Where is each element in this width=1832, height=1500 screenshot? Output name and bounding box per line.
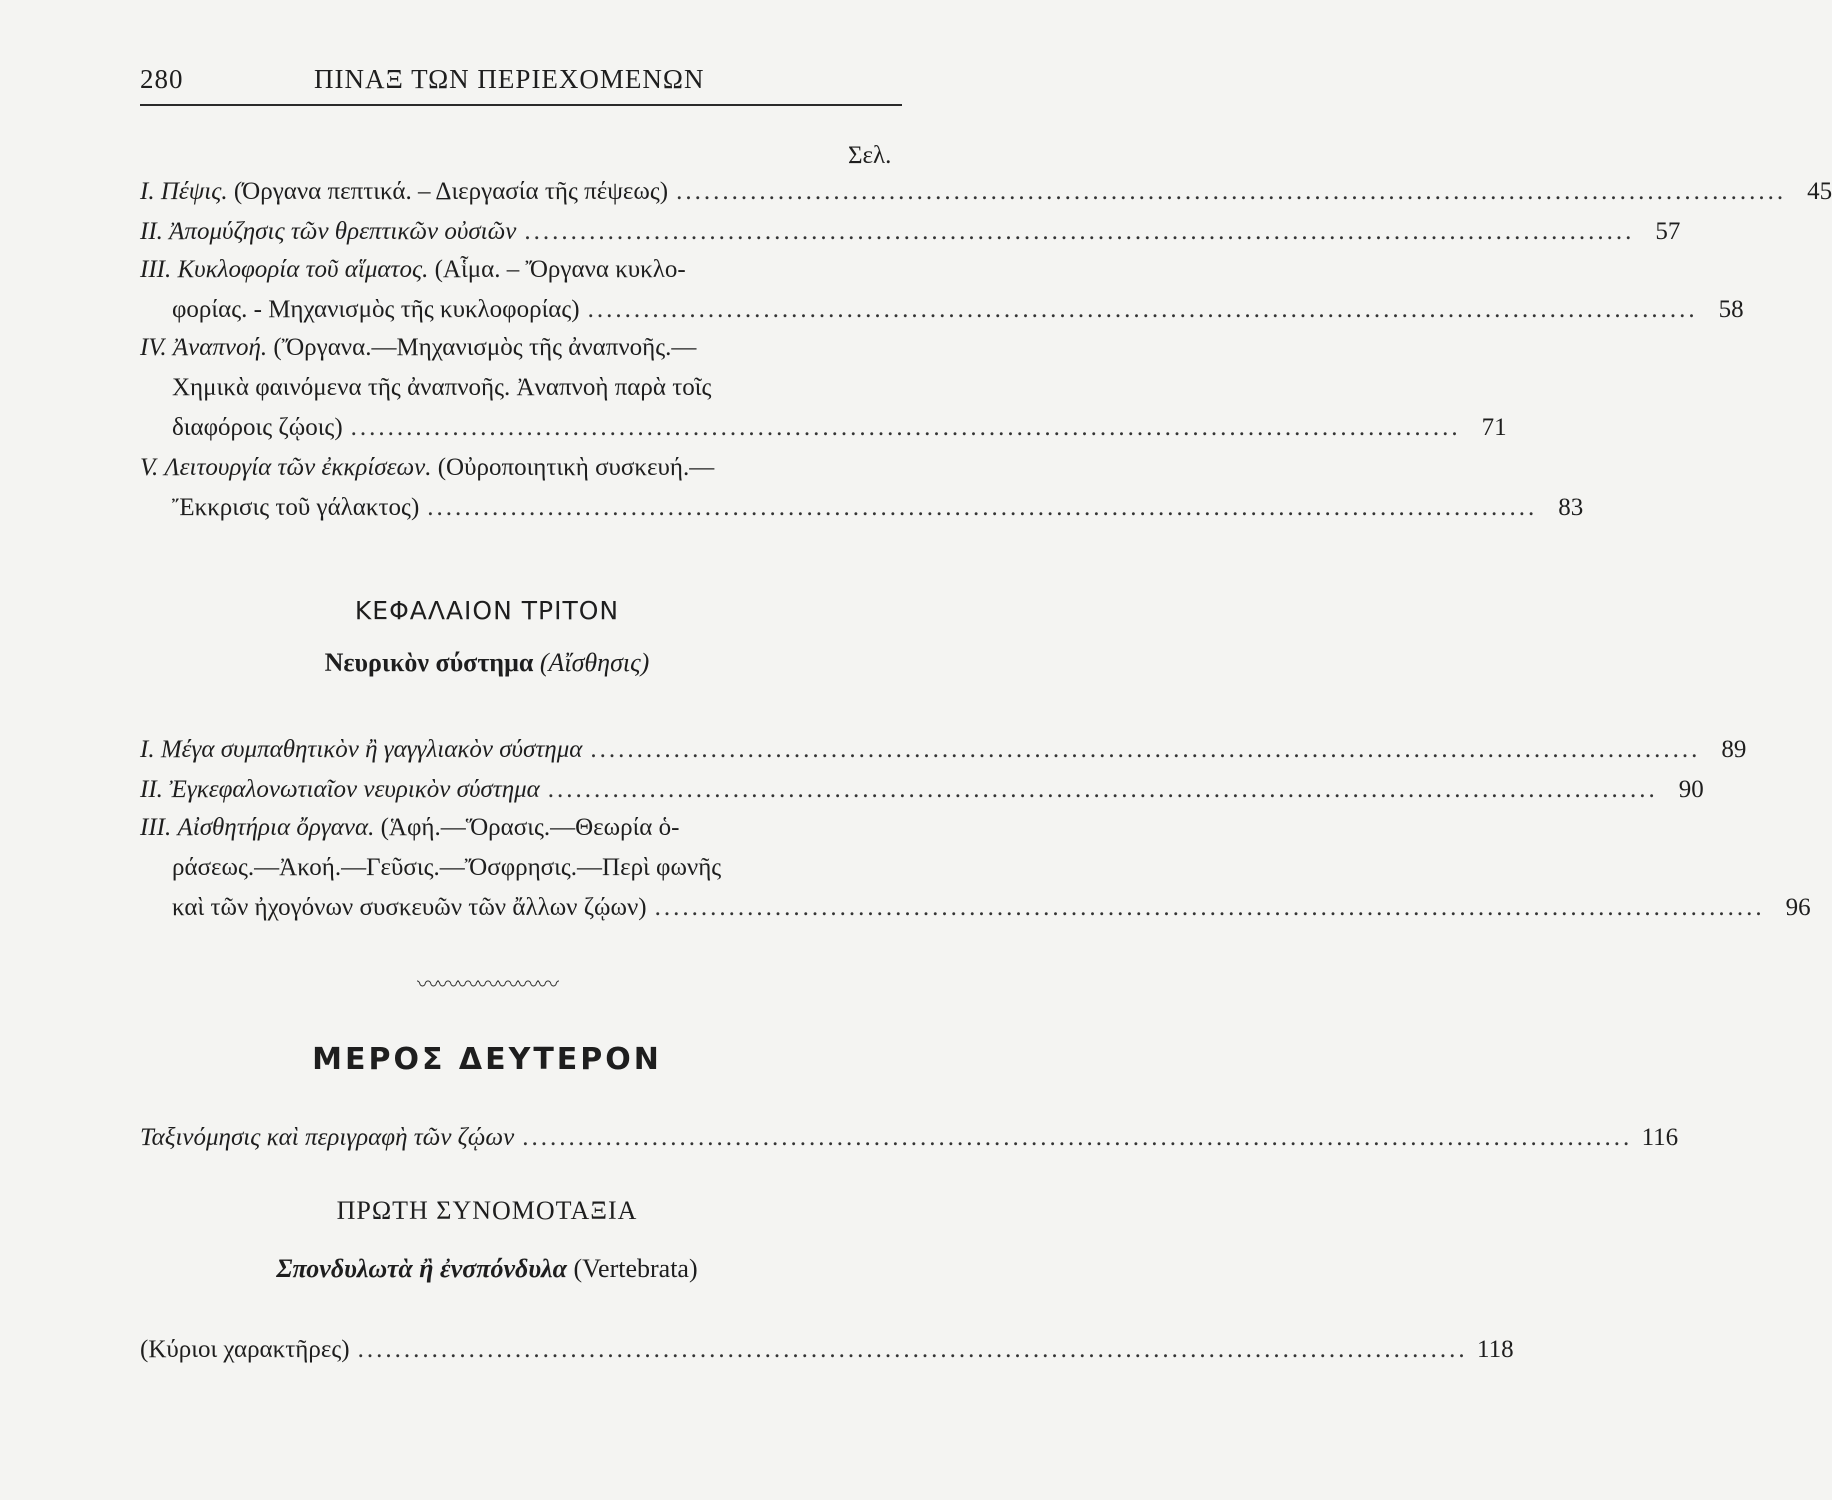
toc-entry bbox=[140, 776, 1704, 816]
leader-dots: ........................................................................................................................ bbox=[587, 296, 1698, 323]
entry-lead: Ταξινόμησις καὶ περιγραφὴ τῶν ζῴων bbox=[140, 1124, 515, 1151]
entry-text: φορίας. - Μηχανισμὸς τῆς κυκλοφορίας) bbox=[172, 296, 580, 323]
toc-entry-continuation bbox=[172, 854, 900, 894]
entry-page: 45 bbox=[1807, 178, 1832, 205]
entry-text: (Ὄργανα.—Μηχανισμὸς τῆς ἀναπνοῆς.— bbox=[273, 334, 697, 361]
toc-entry-continuation bbox=[172, 894, 1811, 934]
entry-text: (Οὐροποιητικὴ συσκευή.— bbox=[437, 454, 715, 481]
entry-text: (Ἁφή.—Ὅρασις.—Θεωρία ὁ- bbox=[380, 814, 680, 841]
entry-text: (Κύριοι χαρακτῆρες) bbox=[140, 1336, 350, 1363]
entry-text: διαφόροις ζῴοις) bbox=[172, 414, 343, 441]
header-rule bbox=[140, 104, 902, 106]
entry-page: 90 bbox=[1678, 776, 1704, 803]
page-header-title: ΠΙΝΑΞ ΤΩΝ ΠΕΡΙΕΧΟΜΕΝΩΝ bbox=[314, 64, 705, 94]
entry-page: 71 bbox=[1481, 414, 1507, 441]
entry-text: Χημικὰ φαινόμενα τῆς ἀναπνοῆς. Ἀναπνοὴ παρὰ τοῖς bbox=[172, 374, 712, 401]
toc-entry-continuation bbox=[172, 296, 1744, 336]
chapter-heading: ΚΕΦΑΛΑΙΟΝ ΤΡΙΤΟΝ bbox=[354, 596, 620, 625]
ornamental-divider: 〰〰〰〰〰〰〰 bbox=[416, 972, 557, 997]
entry-lead: V. Λειτουργία τῶν ἐκκρίσεων. bbox=[140, 454, 432, 481]
toc-entry-continuation bbox=[172, 414, 1507, 454]
page-number: 280 bbox=[140, 64, 184, 94]
entry-page: 116 bbox=[1641, 1124, 1679, 1151]
leader-dots: ........................................................................................................................ bbox=[590, 736, 1701, 763]
leader-dots: ........................................................................................................................ bbox=[654, 894, 1765, 921]
toc-entry bbox=[140, 454, 900, 494]
page-column-label: Σελ. bbox=[848, 142, 892, 169]
leader-dots: ........................................................................................................................ bbox=[524, 218, 1635, 245]
chapter-subtitle-main: Νευρικὸν σύστημα bbox=[324, 648, 534, 677]
leader-dots: ........................................................................................................................ bbox=[547, 776, 1658, 803]
toc-entry bbox=[140, 814, 900, 854]
toc-entry bbox=[140, 1336, 1514, 1376]
toc-entry bbox=[140, 256, 900, 296]
part-heading: ΜΕΡΟΣ ΔΕΥΤΕΡΟΝ bbox=[312, 1042, 662, 1077]
entry-lead: III. Κυκλοφορία τοῦ αἵματος. bbox=[140, 256, 429, 283]
entry-page: 83 bbox=[1558, 494, 1584, 521]
entry-text: (Αἷμα. – Ὄργανα κυκλο- bbox=[434, 256, 686, 283]
section-subtitle bbox=[0, 1254, 974, 1284]
entry-text: ράσεως.—Ἀκοή.—Γεῦσις.—Ὄσφρησις.—Περὶ φωνῆς bbox=[172, 854, 722, 881]
entry-text: Ἔκκρισις τοῦ γάλακτος) bbox=[172, 494, 420, 521]
entry-lead: I. Μέγα συμπαθητικὸν ἢ γαγγλιακὸν σύστημα bbox=[140, 736, 583, 763]
entry-page: 58 bbox=[1718, 296, 1744, 323]
section-subtitle-paren: (Vertebrata) bbox=[573, 1254, 698, 1283]
toc-entry bbox=[140, 218, 1681, 258]
entry-text: (Όργανα πεπτικά. – Διεργασία τῆς πέψεως) bbox=[233, 178, 669, 205]
chapter-subtitle-paren: (Αἴσθησις) bbox=[539, 648, 650, 677]
toc-entry-continuation bbox=[172, 494, 1584, 534]
leader-dots: ........................................................................................................................ bbox=[427, 494, 1538, 521]
leader-dots: ........................................................................................................................ bbox=[676, 178, 1787, 205]
leader-dots: ........................................................................................................................ bbox=[350, 414, 1461, 441]
entry-lead: II. Ἀπομύζησις τῶν θρεπτικῶν οὐσιῶν bbox=[140, 218, 517, 245]
entry-lead: I. Πέψις. bbox=[140, 178, 228, 205]
leader-dots: ........................................................................................................................ bbox=[357, 1336, 1468, 1363]
entry-lead: III. Αἰσθητήρια ὄργανα. bbox=[140, 814, 375, 841]
entry-lead: II. Ἐγκεφαλονωτιαῖον νευρικὸν σύστημα bbox=[140, 776, 540, 803]
entry-lead: IV. Ἀναπνοή. bbox=[140, 334, 268, 361]
toc-entry bbox=[140, 736, 1747, 776]
entry-page: 57 bbox=[1655, 218, 1681, 245]
chapter-subtitle bbox=[0, 648, 974, 678]
entry-text: καὶ τῶν ἠχογόνων συσκευῶν τῶν ἄλλων ζῴων) bbox=[172, 894, 647, 921]
leader-dots: ........................................................................................................................ bbox=[522, 1124, 1633, 1151]
entry-page: 89 bbox=[1721, 736, 1747, 763]
toc-entry-continuation bbox=[172, 374, 900, 414]
toc-entry bbox=[140, 334, 900, 374]
toc-entry bbox=[140, 1124, 1679, 1164]
entry-page: 118 bbox=[1477, 1336, 1514, 1363]
toc-entry bbox=[140, 178, 1832, 218]
entry-page: 96 bbox=[1785, 894, 1811, 921]
section-subtitle-main: Σπονδυλωτὰ ἢ ἐνσπόνδυλα bbox=[276, 1254, 567, 1283]
section-heading: ΠΡΩΤΗ ΣΥΝΟΜΟΤΑΞΙΑ bbox=[336, 1196, 638, 1225]
